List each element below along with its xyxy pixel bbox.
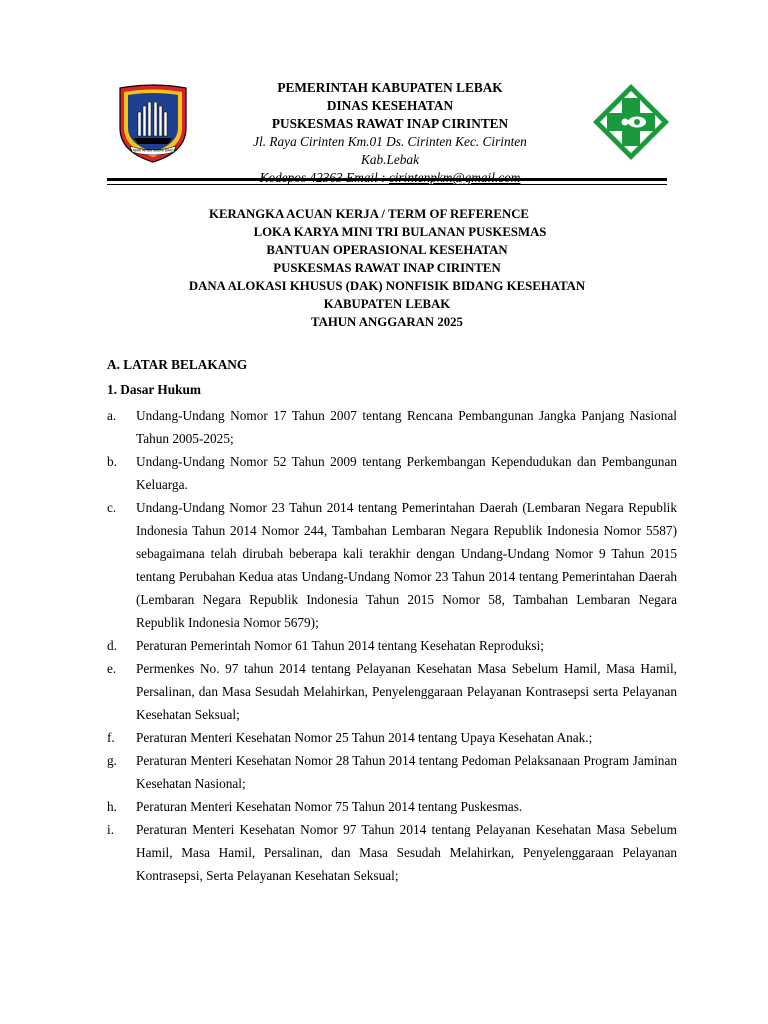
list-marker: h. [107, 799, 117, 814]
title-line-3: BANTUAN OPERASIONAL KESEHATAN [266, 243, 508, 257]
list-item-text: Undang-Undang Nomor 17 Tahun 2007 tentang Rencana Pembangunan Jangka Panjang Nasional Tahun 2005-2025; [136, 408, 677, 446]
title-line-6: KABUPATEN LEBAK [323, 297, 451, 311]
document-title [107, 205, 667, 331]
gov-name: PEMERINTAH KABUPATEN LEBAK [277, 80, 503, 95]
letterhead [200, 79, 580, 187]
list-item-text: Permenkes No. 97 tahun 2014 tentang Pelayanan Kesehatan Masa Sebelum Hamil, Masa Hamil, Persalinan, dan Masa Sesudah Melahirkan, Penyelenggaraan Pelayanan Kontrasepsi serta Pelayanan Kesehatan Seksual; [136, 661, 677, 722]
title-line-2: LOKA KARYA MINI TRI BULANAN PUSKESMAS [253, 225, 547, 239]
list-marker: i. [107, 822, 115, 837]
letterhead-divider-thick [107, 178, 667, 181]
emblem-motto: SABAR ARIBA SABAR BAREA [130, 148, 176, 153]
list-marker: a. [107, 408, 117, 423]
list-item-text: Peraturan Menteri Kesehatan Nomor 75 Tahun 2014 tentang Puskesmas. [136, 799, 523, 814]
list-item-text: Peraturan Menteri Kesehatan Nomor 25 Tahun 2014 tentang Upaya Kesehatan Anak.; [136, 730, 593, 745]
list-item-text: Peraturan Pemerintah Nomor 61 Tahun 2014 tentang Kesehatan Reproduksi; [136, 638, 544, 653]
list-item [107, 726, 677, 749]
list-item [107, 450, 677, 496]
list-item [107, 795, 677, 818]
list-item [107, 657, 677, 726]
list-marker: b. [107, 454, 117, 469]
puskesmas-name: PUSKESMAS RAWAT INAP CIRINTEN [271, 116, 509, 131]
subsection-heading: 1. Dasar Hukum [107, 382, 201, 397]
section-heading: A. LATAR BELAKANG [107, 357, 248, 372]
list-item [107, 404, 677, 450]
title-line-5: DANA ALOKASI KHUSUS (DAK) NONFISIK BIDANG KESEHATAN [188, 279, 586, 293]
list-marker: f. [107, 730, 115, 745]
list-item-text: Peraturan Menteri Kesehatan Nomor 28 Tahun 2014 tentang Pedoman Pelaksanaan Program Jaminan Kesehatan Nasional; [136, 753, 677, 791]
address-line-1: Jl. Raya Cirinten Km.01 Ds. Cirinten Kec. Cirinten [253, 134, 527, 149]
list-item [107, 634, 677, 657]
list-marker: e. [107, 661, 117, 676]
list-item [107, 818, 677, 887]
list-item-text: Undang-Undang Nomor 23 Tahun 2014 tentang Pemerintahan Daerah (Lembaran Negara Republik Indonesia Tahun 2014 Nomor 244, Tambahan Lembaran Negara Republik Indonesia Nomor 5587) sebagaimana telah dirubah beberapa kali terakhir dengan Undang-Undang Nomor 9 Tahun 2015 tentang Perubahan Kedua atas Undang-Undang Nomor 23 Tahun 2014 tentang Pemerintahan Daerah (Lembaran Negara Republik Indonesia Tahun 2015 Nomor 58, Tambahan Lembaran Negara Republik Indonesia Nomor 5679); [136, 500, 677, 630]
list-marker: g. [107, 753, 117, 768]
title-line-7: TAHUN ANGGARAN 2025 [311, 315, 463, 329]
list-item-text: Peraturan Menteri Kesehatan Nomor 97 Tahun 2014 tentang Pelayanan Kesehatan Masa Sebelum Hamil, Masa Hamil, Persalinan, dan Masa Sesudah Melahirkan, Penyelenggaraan Pelayanan Kontrasepsi, Serta Pelayanan Kesehatan Seksual; [136, 822, 677, 883]
legal-basis-list [107, 404, 677, 887]
department-name: DINAS KESEHATAN [326, 98, 454, 113]
list-marker: d. [107, 638, 117, 653]
list-item [107, 749, 677, 795]
lebak-emblem-icon [116, 82, 190, 164]
address-line-2: Kab.Lebak [361, 152, 419, 167]
puskesmas-logo-icon [591, 82, 671, 162]
list-marker: c. [107, 500, 117, 515]
letterhead-divider-thin [107, 184, 667, 185]
title-line-1: KERANGKA ACUAN KERJA / TERM OF REFERENCE [209, 207, 529, 221]
title-line-4: PUSKESMAS RAWAT INAP CIRINTEN [273, 261, 501, 275]
list-item-text: Undang-Undang Nomor 52 Tahun 2009 tentang Perkembangan Kependudukan dan Pembangunan Keluarga. [136, 454, 677, 492]
list-item [107, 496, 677, 634]
